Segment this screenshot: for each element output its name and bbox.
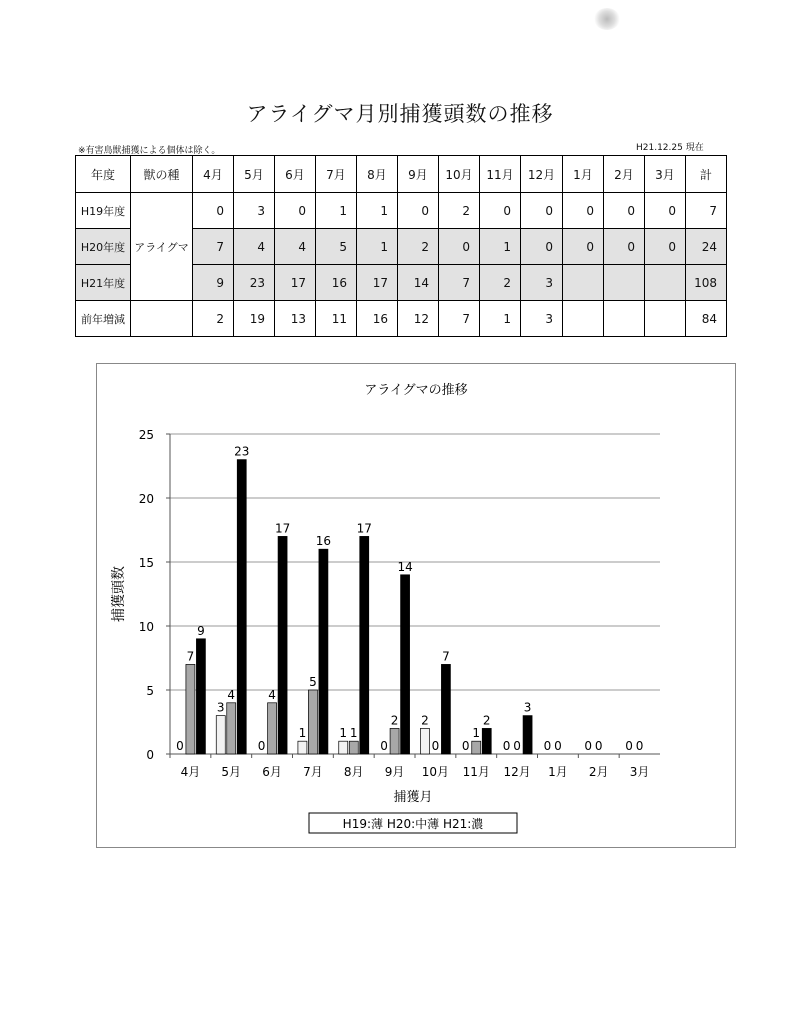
count-cell: 0 bbox=[604, 193, 645, 229]
bar bbox=[227, 703, 236, 754]
bar bbox=[298, 741, 307, 754]
chart-title: アライグマの推移 bbox=[364, 383, 468, 398]
count-cell: 16 bbox=[357, 301, 398, 337]
data-label: 7 bbox=[186, 649, 195, 664]
count-cell: 1 bbox=[480, 301, 521, 337]
y-tick-label: 25 bbox=[138, 428, 154, 442]
count-cell: 14 bbox=[398, 265, 439, 301]
bar bbox=[441, 664, 450, 754]
count-cell: 5 bbox=[316, 229, 357, 265]
count-cell: 0 bbox=[645, 229, 686, 265]
exclusion-note: ※有害鳥獣捕獲による個体は除く。 bbox=[78, 146, 221, 156]
bar bbox=[523, 716, 532, 754]
x-tick-label: 3月 bbox=[629, 765, 650, 779]
x-tick-label: 10月 bbox=[421, 765, 450, 779]
legend-text: H19:薄 H20:中薄 H21:濃 bbox=[342, 817, 484, 831]
data-label: 4 bbox=[227, 687, 236, 702]
y-tick-label: 0 bbox=[146, 748, 154, 762]
table-row bbox=[76, 301, 727, 337]
count-cell: 13 bbox=[275, 301, 316, 337]
data-label: 1 bbox=[349, 726, 358, 741]
bar bbox=[216, 716, 225, 754]
y-tick-label: 5 bbox=[146, 684, 154, 698]
count-cell: 11 bbox=[316, 301, 357, 337]
count-cell: 4 bbox=[234, 229, 275, 265]
count-cell: 0 bbox=[439, 229, 480, 265]
bar bbox=[308, 690, 317, 754]
count-cell: 7 bbox=[439, 301, 480, 337]
data-label: 0 bbox=[513, 739, 521, 753]
x-tick-label: 1月 bbox=[548, 765, 568, 779]
bar-chart bbox=[97, 364, 735, 847]
count-cell: 1 bbox=[316, 193, 357, 229]
count-cell: 0 bbox=[521, 229, 563, 265]
count-cell: 0 bbox=[480, 193, 521, 229]
data-label: 1 bbox=[298, 726, 307, 741]
bar bbox=[278, 536, 287, 754]
data-label: 0 bbox=[461, 739, 470, 753]
bar bbox=[420, 728, 429, 754]
bar bbox=[186, 664, 195, 754]
document-title: アライグマ月別捕獲頭数の推移 bbox=[246, 102, 554, 126]
data-label: 0 bbox=[594, 739, 603, 753]
data-label: 0 bbox=[176, 739, 184, 753]
data-label: 16 bbox=[315, 534, 332, 549]
bar bbox=[237, 460, 246, 754]
header-cell: 9月 bbox=[398, 156, 439, 193]
total-cell: 108 bbox=[686, 265, 727, 301]
data-label: 2 bbox=[482, 713, 491, 728]
count-cell: 17 bbox=[357, 265, 398, 301]
data-label: 0 bbox=[625, 739, 633, 753]
count-cell: 3 bbox=[521, 265, 563, 301]
row-label: H21年度 bbox=[76, 265, 131, 301]
count-cell: 17 bbox=[275, 265, 316, 301]
data-label: 17 bbox=[274, 521, 291, 536]
count-cell: 0 bbox=[563, 193, 604, 229]
header-cell: 8月 bbox=[357, 156, 398, 193]
data-label: 17 bbox=[356, 521, 372, 536]
count-cell: 0 bbox=[521, 193, 563, 229]
header-cell: 1月 bbox=[563, 156, 604, 193]
count-cell: 3 bbox=[521, 301, 563, 337]
data-label: 1 bbox=[472, 726, 481, 741]
bar bbox=[390, 728, 399, 754]
x-tick-label: 4月 bbox=[180, 765, 201, 779]
header-cell: 計 bbox=[686, 156, 727, 193]
x-tick-label: 5月 bbox=[221, 765, 242, 779]
data-label: 3 bbox=[523, 700, 532, 715]
count-cell bbox=[645, 265, 686, 301]
header-cell: 6月 bbox=[275, 156, 316, 193]
header-cell: 年度 bbox=[76, 156, 131, 193]
header-cell: 10月 bbox=[439, 156, 480, 193]
data-label: 2 bbox=[421, 713, 429, 728]
data-label: 0 bbox=[502, 739, 511, 753]
row-label: 前年増減 bbox=[76, 301, 131, 337]
count-cell: 1 bbox=[357, 193, 398, 229]
count-cell: 2 bbox=[193, 301, 234, 337]
count-cell: 1 bbox=[357, 229, 398, 265]
catch-table bbox=[75, 155, 727, 337]
count-cell: 0 bbox=[398, 193, 439, 229]
header-cell: 5月 bbox=[234, 156, 275, 193]
count-cell: 12 bbox=[398, 301, 439, 337]
bar bbox=[319, 549, 328, 754]
bar bbox=[268, 703, 277, 754]
data-label: 5 bbox=[309, 675, 317, 689]
count-cell: 3 bbox=[234, 193, 275, 229]
header-cell: 7月 bbox=[316, 156, 357, 193]
table-header-row bbox=[76, 156, 727, 193]
count-cell bbox=[645, 301, 686, 337]
x-tick-label: 8月 bbox=[343, 765, 364, 779]
data-label: 0 bbox=[554, 739, 562, 753]
count-cell: 7 bbox=[439, 265, 480, 301]
count-cell: 0 bbox=[563, 229, 604, 265]
data-label: 0 bbox=[257, 739, 266, 753]
count-cell: 0 bbox=[604, 229, 645, 265]
count-cell bbox=[563, 301, 604, 337]
count-cell: 2 bbox=[480, 265, 521, 301]
bar bbox=[349, 741, 358, 754]
data-label: 9 bbox=[197, 623, 205, 638]
row-label: H19年度 bbox=[76, 193, 131, 229]
x-axis-label: 捕獲月 bbox=[393, 790, 433, 805]
row-label: H20年度 bbox=[76, 229, 131, 265]
count-cell: 0 bbox=[275, 193, 316, 229]
bar bbox=[482, 728, 491, 754]
count-cell: 1 bbox=[480, 229, 521, 265]
bar bbox=[339, 741, 348, 754]
x-tick-label: 12月 bbox=[503, 765, 531, 779]
y-tick-label: 15 bbox=[138, 556, 154, 570]
count-cell bbox=[604, 301, 645, 337]
blank-cell bbox=[131, 301, 193, 337]
data-label: 2 bbox=[390, 713, 399, 728]
count-cell: 4 bbox=[275, 229, 316, 265]
bar bbox=[401, 575, 410, 754]
x-tick-label: 11月 bbox=[462, 765, 490, 779]
y-axis-label: 捕獲頭数 bbox=[111, 566, 127, 622]
bar bbox=[360, 536, 369, 754]
bar bbox=[196, 639, 205, 754]
as-of-date: H21.12.25 現在 bbox=[636, 143, 704, 153]
total-cell: 7 bbox=[686, 193, 727, 229]
data-label: 14 bbox=[397, 559, 413, 574]
y-tick-label: 10 bbox=[138, 620, 154, 634]
data-label: 3 bbox=[216, 700, 225, 715]
data-label: 0 bbox=[543, 739, 552, 753]
data-label: 23 bbox=[234, 444, 250, 459]
header-cell: 12月 bbox=[521, 156, 563, 193]
count-cell: 0 bbox=[645, 193, 686, 229]
header-cell: 11月 bbox=[480, 156, 521, 193]
species-cell: アライグマ bbox=[131, 193, 193, 301]
header-cell: 3月 bbox=[645, 156, 686, 193]
count-cell: 2 bbox=[439, 193, 480, 229]
total-cell: 24 bbox=[686, 229, 727, 265]
y-tick-label: 20 bbox=[138, 492, 154, 506]
x-tick-label: 9月 bbox=[384, 765, 405, 779]
x-tick-label: 6月 bbox=[262, 765, 282, 779]
x-tick-label: 7月 bbox=[303, 765, 323, 779]
count-cell: 19 bbox=[234, 301, 275, 337]
header-cell: 2月 bbox=[604, 156, 645, 193]
data-label: 4 bbox=[268, 687, 276, 702]
data-label: 0 bbox=[431, 739, 440, 753]
x-tick-label: 2月 bbox=[588, 765, 609, 779]
data-label: 0 bbox=[380, 739, 388, 753]
data-label: 0 bbox=[584, 739, 593, 753]
count-cell bbox=[604, 265, 645, 301]
count-cell: 9 bbox=[193, 265, 234, 301]
bar bbox=[472, 741, 481, 754]
count-cell: 7 bbox=[193, 229, 234, 265]
total-cell: 84 bbox=[686, 301, 727, 337]
table-row bbox=[76, 193, 727, 229]
scan-smudge bbox=[594, 8, 620, 30]
count-cell bbox=[563, 265, 604, 301]
data-label: 0 bbox=[635, 739, 644, 753]
count-cell: 23 bbox=[234, 265, 275, 301]
count-cell: 16 bbox=[316, 265, 357, 301]
data-label: 7 bbox=[442, 649, 450, 664]
header-cell: 獣の種 bbox=[131, 156, 193, 193]
data-label: 1 bbox=[339, 726, 348, 741]
count-cell: 2 bbox=[398, 229, 439, 265]
chart-panel bbox=[96, 363, 736, 848]
header-cell: 4月 bbox=[193, 156, 234, 193]
count-cell: 0 bbox=[193, 193, 234, 229]
